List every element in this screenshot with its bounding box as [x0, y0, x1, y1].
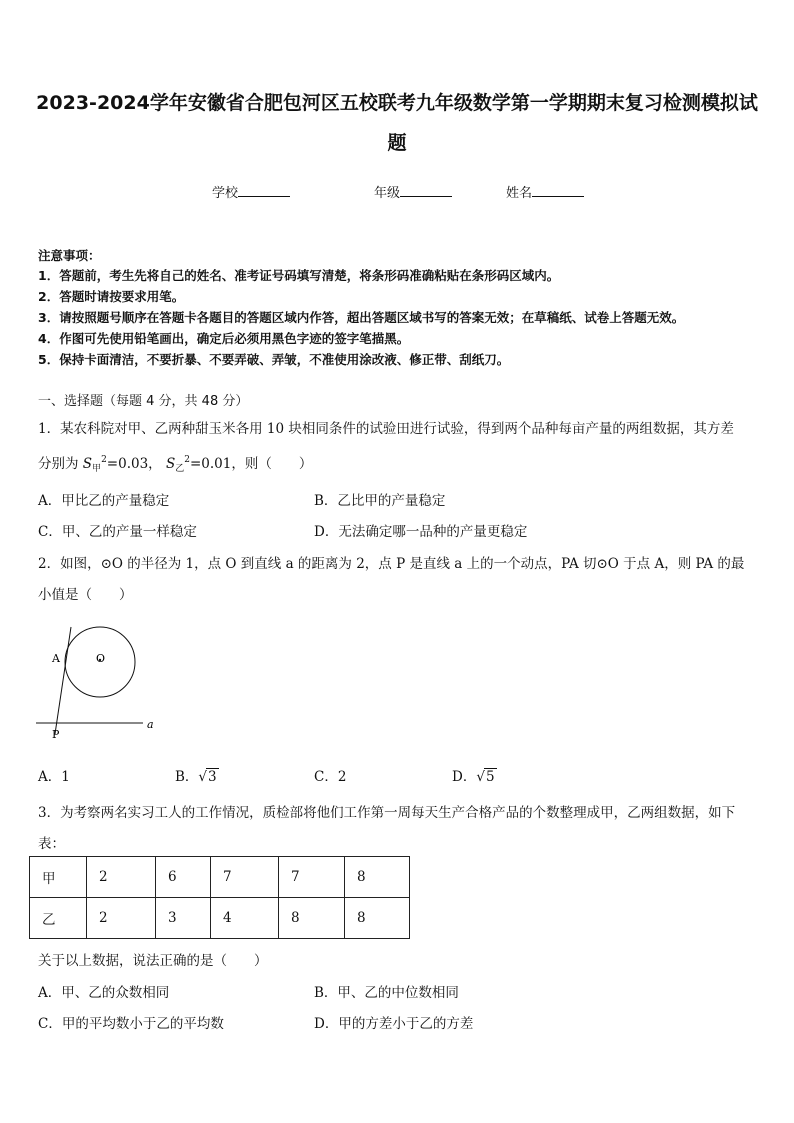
table-cell: 7	[211, 857, 279, 898]
radicand: 5	[485, 769, 495, 785]
table-cell: 甲	[30, 857, 87, 898]
q2-option-b	[175, 765, 219, 785]
q2-option-a: A．1	[38, 769, 70, 785]
q3-option-c: C．甲的平均数小于乙的平均数	[38, 1016, 224, 1032]
section-heading: 一、选择题（每题 4 分，共 48 分）	[38, 394, 249, 409]
exam-title-line2: 题	[387, 132, 407, 154]
variance-symbol: S	[82, 456, 93, 472]
q3-option-d: D．甲的方差小于乙的方差	[314, 1016, 474, 1032]
subscript-yi: 乙	[175, 464, 185, 474]
variance-symbol: S	[165, 456, 176, 472]
label-o: O	[96, 652, 106, 665]
q1-option-a: A．甲比乙的产量稳定	[38, 493, 170, 509]
q2-option-d-prefix: D．	[452, 769, 477, 785]
q2-option-d	[452, 765, 497, 785]
q3-data-table	[29, 856, 410, 939]
name-blank	[532, 184, 584, 197]
q3-stem-line1: 3．为考察两名实习工人的工作情况，质检部将他们工作第一周每天生产合格产品的个数整理成甲，乙两组数据，如下	[38, 805, 736, 821]
variance-jia-value: =0.03，	[106, 456, 162, 472]
q2-option-b-prefix: B．	[175, 769, 199, 785]
school-label: 学校	[212, 186, 239, 201]
table-row	[30, 857, 410, 898]
notice-item: 1．答题前，考生先将自己的姓名、准考证号码填写清楚，将条形码准确粘贴在条形码区域内。	[38, 268, 560, 283]
table-cell: 7	[279, 857, 345, 898]
table-cell: 3	[156, 898, 211, 939]
q2-stem-line1: 2．如图，⊙O 的半径为 1，点 O 到直线 a 的距离为 2，点 P 是直线 a 上的一个动点，PA 切⊙O 于点 A，则 PA 的最	[38, 556, 745, 572]
label-a-line: a	[147, 718, 154, 731]
grade-label: 年级	[374, 186, 401, 201]
q1-option-b: B．乙比甲的产量稳定	[314, 493, 446, 509]
table-cell: 4	[211, 898, 279, 939]
table-cell: 8	[279, 898, 345, 939]
q3-option-b: B．甲、乙的中位数相同	[314, 985, 459, 1001]
grade-blank	[400, 184, 452, 197]
notice-heading: 注意事项：	[38, 248, 101, 263]
q3-question: 关于以上数据，说法正确的是（ ）	[38, 953, 268, 969]
sqrt-icon: √	[476, 769, 485, 785]
variance-yi-value: =0.01，则（ ）	[189, 456, 313, 472]
table-cell: 6	[156, 857, 211, 898]
q3-stem-line2: 表：	[38, 836, 65, 852]
q3-option-a: A．甲、乙的众数相同	[38, 985, 170, 1001]
radicand: 3	[208, 769, 217, 785]
q1-option-c: C．甲、乙的产量一样稳定	[38, 524, 197, 540]
q2-stem-line2: 小值是（ ）	[38, 587, 133, 603]
label-a-point: A	[52, 652, 60, 665]
q1-option-d: D．无法确定哪一品种的产量更稳定	[314, 524, 528, 540]
q1-stem-line2	[38, 452, 312, 474]
label-p: P	[52, 728, 60, 741]
q2-figure	[30, 620, 165, 745]
superscript-2: 2	[101, 455, 107, 465]
school-blank	[238, 184, 290, 197]
sqrt-icon: √	[198, 769, 208, 785]
q1-stem-line1: 1．某农科院对甲、乙两种甜玉米各用 10 块相同条件的试验田进行试验，得到两个品种每亩产量的两组数据，其方差	[38, 421, 734, 437]
notice-item: 5．保持卡面清洁，不要折暴、不要弄破、弄皱，不准使用涂改液、修正带、刮纸刀。	[38, 352, 510, 367]
q1-prefix: 分别为	[38, 456, 79, 472]
table-row	[30, 898, 410, 939]
name-label: 姓名	[506, 186, 533, 201]
notice-item: 3．请按照题号顺序在答题卡各题目的答题区域内作答，超出答题区域书写的答案无效；在草稿纸、试卷上答题无效。	[38, 310, 685, 325]
grade-field	[374, 182, 452, 201]
tangent-line-pa	[55, 627, 71, 734]
table-cell: 8	[345, 898, 410, 939]
notice-item: 2．答题时请按要求用笔。	[38, 289, 185, 304]
table-cell: 8	[345, 857, 410, 898]
notice-item: 4．作图可先使用铅笔画出，确定后必须用黑色字迹的签字笔描黑。	[38, 331, 410, 346]
name-field	[506, 182, 584, 201]
exam-title-line1: 2023-2024学年安徽省合肥包河区五校联考九年级数学第一学期期末复习检测模拟试	[36, 92, 758, 114]
q2-option-c: C．2	[314, 769, 347, 785]
subscript-jia: 甲	[92, 464, 102, 474]
superscript-2: 2	[184, 455, 190, 465]
table-cell: 2	[87, 857, 156, 898]
table-cell: 乙	[30, 898, 87, 939]
table-cell: 2	[87, 898, 156, 939]
school-field	[212, 182, 290, 201]
